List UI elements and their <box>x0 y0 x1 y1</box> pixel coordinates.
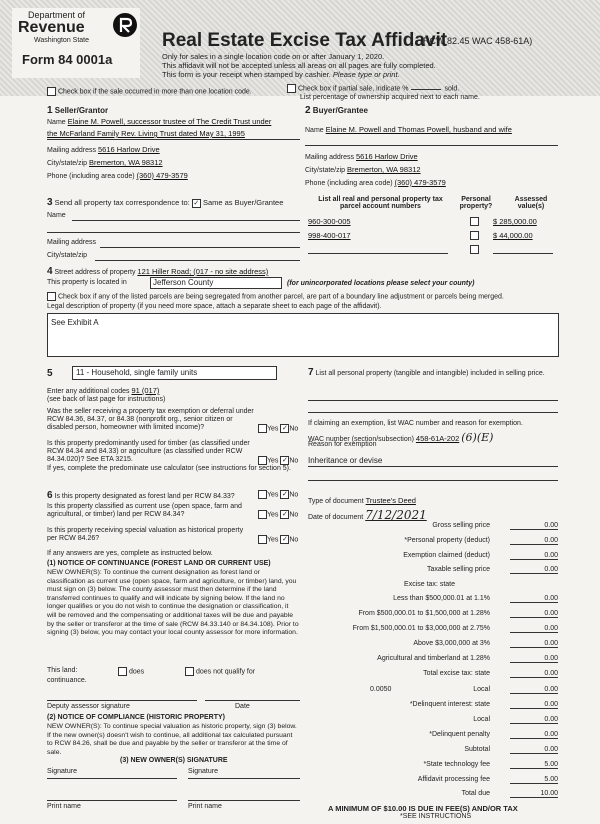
subtitle-1: Only for sales in a single location code on or after January 1, 2020. <box>162 52 385 61</box>
tax-row-value[interactable]: 0.00 <box>510 595 558 603</box>
section2-heading: 2 Buyer/Grantee <box>305 105 368 116</box>
seller-name-line2[interactable]: the McFarland Family Rev. Living Trust dated May 31, 1995 <box>47 129 245 138</box>
assessed-value[interactable]: $ 44,000.00 <box>493 231 533 240</box>
tax-row <box>300 701 560 712</box>
tax-row-value[interactable]: 0.00 <box>510 746 558 754</box>
continuance-text: NEW OWNER(S): To continue the current designation as forest land or classification as current use (open space, farm and agriculture, or timber) land, you must sign on (3) below. The county assessor must then determine if the land transferred continues to qualify and will indicate by signing below. If the land no longer qualifies or you do not wish to continue the designation or classification, it will be removed and the compensating or additional taxes will be due and payable by the seller or transferor at the time of sale (RCW 84.33.140 or 84.34.108). Prior to signing (3) below, you may contact your local county assessor for more information. <box>47 569 299 637</box>
no-checkbox[interactable]: ✓ <box>281 491 288 498</box>
seller-name-line1[interactable]: Elaine M. Powell, successor trustee of The Credit Trust under <box>67 117 272 126</box>
this-land-row: This land: <box>47 667 78 674</box>
forest-question: 6 Is this property designated as forest land per RCW 84.33? <box>47 490 235 501</box>
personal-property-checkbox[interactable] <box>470 217 479 226</box>
tax-row-label: *State technology fee <box>423 761 490 768</box>
signature-line-1[interactable] <box>47 778 177 779</box>
exemption-question: Was the seller receiving a property tax exemption or deferral under RCW 84.36, 84.37, or 84.38 (nonprofit org., senior citizen or disabled person, homeowner with limited income)? <box>47 408 254 431</box>
buyer-phone-row: Phone (including area code) (360) 479-3579 <box>305 178 446 187</box>
corr-name-line2[interactable] <box>47 232 300 233</box>
deputy-date-line[interactable] <box>205 700 300 701</box>
dept-line3: Washington State <box>34 37 89 44</box>
no-checkbox[interactable]: ✓ <box>281 425 288 432</box>
current-use-yes-no: Yes ✓ No <box>258 510 298 519</box>
seller-mailing[interactable]: 5616 Harlow Drive <box>97 145 160 154</box>
multi-location-checkbox[interactable] <box>47 87 56 96</box>
see-back-note: (see back of last page for instructions) <box>47 396 166 403</box>
legal-description: See Exhibit A <box>51 318 99 327</box>
signature-heading: (3) NEW OWNER(S) SIGNATURE <box>120 757 228 764</box>
tax-row-label: *Personal property (deduct) <box>404 537 490 544</box>
dept-line1: Department of <box>28 10 86 20</box>
continuance-heading: (1) NOTICE OF CONTINUANCE (FOREST LAND OR CURRENT USE) <box>47 560 271 567</box>
form-title: Real Estate Excise Tax Affidavit <box>162 30 448 51</box>
current-use-question: Is this property classified as current use (open space, farm and agricultural, or timber) land per RCW 84.34? <box>47 503 242 518</box>
forest-yes-no: Yes ✓ No <box>258 490 298 499</box>
seller-mailing-row: Mailing address 5616 Harlow Drive <box>47 145 160 154</box>
corr-name-line[interactable] <box>72 220 300 221</box>
tax-row-label: Excise tax: state <box>404 581 455 588</box>
reason-value[interactable]: Inheritance or devise <box>308 456 383 465</box>
section5-number: 5 <box>47 368 53 379</box>
tax-row-value[interactable]: 0.00 <box>510 655 558 663</box>
tax-row-label: Total excise tax: state <box>423 670 490 677</box>
unincorporated-note: (for unincorporated locations please select your county) <box>287 280 475 287</box>
tax-row-value[interactable]: 10.00 <box>510 790 558 798</box>
doc-type[interactable]: Trustee's Deed <box>365 496 416 505</box>
yes-checkbox[interactable] <box>258 535 267 544</box>
parcel-col-header: List all real and personal property tax parcel account numbers <box>318 196 443 210</box>
subtitle-3: This form is your receipt when stamped by cashier. Please type or print. <box>162 70 400 79</box>
tax-row-value[interactable]: 0.00 <box>510 731 558 739</box>
tax-row <box>300 776 560 787</box>
tax-row <box>300 522 560 533</box>
tax-row-label: Exemption claimed (deduct) <box>403 552 490 559</box>
no-checkbox[interactable]: ✓ <box>281 536 288 543</box>
personal-property-line-2[interactable] <box>308 412 558 413</box>
seller-city[interactable]: Bremerton, WA 98312 <box>89 158 163 167</box>
seller-name-row: Name Elaine M. Powell, successor trustee of The Credit Trust under <box>47 117 272 126</box>
tax-row <box>300 686 560 697</box>
tax-row <box>300 731 560 742</box>
additional-codes-row: Enter any additional codes 91 (017) <box>47 386 160 395</box>
partial-sale-checkbox[interactable] <box>287 84 296 93</box>
doc-date-row: Date of document 7/12/2021 <box>308 508 427 522</box>
tax-row-value[interactable]: 0.00 <box>510 610 558 618</box>
assessed-col-header: Assessed value(s) <box>514 196 548 210</box>
tax-row <box>300 716 560 727</box>
segregated-checkbox[interactable] <box>47 292 56 301</box>
wac-handwritten: (6)(E) <box>461 431 494 444</box>
wac-number[interactable]: 458-61A-202 <box>415 434 460 443</box>
doc-type-row: Type of document Trustee's Deed <box>308 496 416 505</box>
tax-row-value[interactable]: 0.00 <box>510 522 558 530</box>
exemption-yes-no: Yes ✓ No <box>258 424 298 433</box>
dor-logo <box>12 8 140 78</box>
does-not-checkbox[interactable] <box>185 667 194 676</box>
no-checkbox[interactable]: ✓ <box>281 511 288 518</box>
buyer-name-row2[interactable] <box>305 137 558 146</box>
date-label: Date <box>235 703 250 710</box>
signature-label-2: Signature <box>188 768 218 775</box>
yes-checkbox[interactable] <box>258 490 267 499</box>
tax-row-label: Agricultural and timberland at 1.28% <box>377 655 490 662</box>
tax-row-label: *Delinquent penalty <box>429 731 490 738</box>
assessed-value[interactable]: $ 285,000.00 <box>493 217 537 226</box>
see-instructions-note: *SEE INSTRUCTIONS <box>400 813 472 820</box>
historic-yes-no: Yes ✓ No <box>258 535 298 544</box>
buyer-mailing-row: Mailing address 5616 Harlow Drive <box>305 152 418 161</box>
personal-col-header: Personal property? <box>459 196 493 210</box>
corr-mailing-row: Mailing address <box>47 239 97 246</box>
same-as-buyer-checkbox[interactable]: ✓ <box>193 199 200 207</box>
print-name-line-1[interactable] <box>47 800 177 801</box>
form-number: Form 84 0001a <box>22 52 113 67</box>
timber-note: If yes, complete the predominate use calculator (see instructions for section 5). <box>47 465 291 472</box>
compliance-text: NEW OWNER(S): To continue special valuation as historic property, sign (3) below. If the new owner(s) doesn't wish to continue, all additional tax calculated pursuant to RCW 84.26, shall be due and payable by the seller or transferor at the time of sale. <box>47 723 297 756</box>
yes-checkbox[interactable] <box>258 424 267 433</box>
tax-row-label: Taxable selling price <box>426 566 490 573</box>
tax-row-value[interactable]: 0.00 <box>510 537 558 545</box>
minimum-due-note: A MINIMUM OF $10.00 IS DUE IN FEE(S) AND/OR TAX <box>328 804 518 813</box>
personal-property-checkbox[interactable] <box>470 231 479 240</box>
buyer-city-row: City/state/zip Bremerton, WA 98312 <box>305 165 421 174</box>
parcel-number-empty[interactable] <box>308 253 448 254</box>
tax-row-label: Affidavit processing fee <box>417 776 490 783</box>
parcel-number[interactable]: 998-400-017 <box>308 231 351 240</box>
legal-label: Legal description of property (if you need more space, attach a separate sheet to each page of the affidavit). <box>47 303 382 310</box>
deputy-label: Deputy assessor signature <box>47 703 130 710</box>
tax-row-label: Less than $500,000.01 at 1.1% <box>393 595 490 602</box>
tax-row <box>300 761 560 772</box>
tax-row-value[interactable]: 0.00 <box>510 552 558 560</box>
tax-row-label: Local <box>473 716 490 723</box>
seller-phone-row: Phone (including area code) (360) 479-3579 <box>47 171 188 180</box>
tax-row-label: Gross selling price <box>432 522 490 529</box>
reason-line[interactable] <box>308 466 558 467</box>
reason-line-2[interactable] <box>308 480 558 481</box>
tax-row-label: Total due <box>461 790 490 797</box>
tax-row <box>300 655 560 666</box>
tax-row-label: From $500,000.01 to $1,500,000 at 1.28% <box>358 610 490 617</box>
tax-row-value[interactable]: 0.00 <box>510 640 558 648</box>
tax-row-label: Above $3,000,000 at 3% <box>413 640 490 647</box>
county-select[interactable]: Jefferson County <box>150 277 282 289</box>
corr-name-row: Name <box>47 212 66 219</box>
buyer-city[interactable]: Bremerton, WA 98312 <box>347 165 421 174</box>
exemption-label: If claiming an exemption, list WAC number and reason for exemption. <box>308 420 523 427</box>
print-name-line-2[interactable] <box>188 800 300 801</box>
tax-row-label: Subtotal <box>464 746 490 753</box>
doc-date[interactable]: 7/12/2021 <box>365 508 427 522</box>
section3-heading: 3 Send all property tax correspondence to: ✓ Same as Buyer/Grantee <box>47 197 284 208</box>
wac-row: WAC number (section/subsection) 458-61A-202 (6)(E) <box>308 431 494 444</box>
buyer-name-row: Name Elaine M. Powell and Thomas Powell, husband and wife <box>305 125 512 134</box>
tax-row <box>300 581 560 592</box>
timber-yes-no: Yes ✓ No <box>258 456 298 465</box>
print-name-label-1: Print name <box>47 803 81 810</box>
assessed-value-empty[interactable] <box>493 253 553 254</box>
use-code-select[interactable]: 11 - Household, single family units <box>72 366 277 380</box>
segregated-checkbox-row[interactable]: Check box if any of the listed parcels are being segregated from another parcel, are part of a boundary line adjustment or parcels being merged. <box>47 292 504 301</box>
historic-question: Is this property receiving special valuation as historical property per RCW 84.26? <box>47 527 244 542</box>
tax-row <box>300 746 560 757</box>
located-row: This property is located in <box>47 279 127 286</box>
tax-row-value[interactable]: 0.00 <box>510 701 558 709</box>
form-rcw: (RCW 82.45 WAC 458-61A) <box>420 36 533 46</box>
buyer-phone[interactable]: (360) 479-3579 <box>394 178 446 187</box>
reason-label: Reason for exemption <box>308 441 377 448</box>
seller-city-row: City/state/zip Bremerton, WA 98312 <box>47 158 163 167</box>
list-percentage-note: List percentage of ownership acquired next to each name. <box>300 94 480 101</box>
tax-row <box>300 566 560 577</box>
tax-row-label: *Delinquent interest: state <box>409 701 490 708</box>
corr-city-line[interactable] <box>95 260 300 261</box>
deputy-signature-line[interactable] <box>47 700 197 701</box>
print-name-label-2: Print name <box>188 803 222 810</box>
timber-question: Is this property predominantly used for timber (as classified under RCW 84.34 and 84.33) or agriculture (as classified under RCW 84.34.020)? See ETA 3215. <box>47 440 250 463</box>
section1-heading: 1 Seller/Grantor <box>47 105 109 116</box>
partial-sale-checkbox-row[interactable]: Check box if partial sale, indicate % sold. <box>287 84 459 93</box>
tax-row <box>300 610 560 621</box>
no-checkbox[interactable]: ✓ <box>281 457 288 464</box>
parcel-row <box>308 231 558 240</box>
signature-label-1: Signature <box>47 768 77 775</box>
does-option[interactable]: does <box>118 667 144 676</box>
additional-codes[interactable]: 91 (017) <box>131 386 160 395</box>
parcel-row <box>308 217 558 226</box>
signature-line-2[interactable] <box>188 778 300 779</box>
tax-row-value[interactable]: 0.00 <box>510 670 558 678</box>
corr-city-row: City/state/zip <box>47 252 88 259</box>
does-checkbox[interactable] <box>118 667 127 676</box>
multi-location-checkbox-row[interactable]: Check box if the sale occurred in more than one location code. <box>47 87 252 96</box>
tax-row-value[interactable]: 0.00 <box>510 625 558 633</box>
parcel-number[interactable]: 960-300-005 <box>308 217 351 226</box>
street-row: 4 Street address of property 121 Hiller Road; (017 - no site address) <box>47 266 269 277</box>
section7-text: 7 List all personal property (tangible and intangible) included in selling price. <box>308 367 545 378</box>
tax-row <box>300 640 560 651</box>
corr-mailing-line[interactable] <box>100 247 300 248</box>
personal-property-line-1[interactable] <box>308 400 558 401</box>
continuance-label: continuance. <box>47 677 87 684</box>
yes-checkbox[interactable] <box>258 510 267 519</box>
tax-row-value[interactable]: 5.00 <box>510 761 558 769</box>
dept-line2: Revenue <box>18 19 85 36</box>
tax-row <box>300 552 560 563</box>
tax-row-label: Local <box>473 686 490 693</box>
if-yes-note: If any answers are yes, complete as instructed below. <box>47 550 213 557</box>
tax-row-value[interactable]: 0.00 <box>510 716 558 724</box>
tax-row <box>300 595 560 606</box>
buyer-name[interactable]: Elaine M. Powell and Thomas Powell, husband and wife <box>325 125 512 134</box>
tax-row-label: From $1,500,000.01 to $3,000,000 at 2.75% <box>352 625 490 632</box>
local-rate: 0.0050 <box>370 686 392 693</box>
tax-row <box>300 670 560 681</box>
seller-phone[interactable]: (360) 479-3579 <box>136 171 188 180</box>
personal-property-checkbox[interactable] <box>470 245 479 254</box>
tax-row-value[interactable]: 0.00 <box>510 566 558 574</box>
property-street[interactable]: 121 Hiller Road; (017 - no site address) <box>137 267 269 276</box>
seller-name-row2 <box>47 129 300 140</box>
tax-row-value[interactable]: 5.00 <box>510 776 558 784</box>
legal-description-box[interactable] <box>47 313 559 357</box>
tax-row <box>300 790 560 801</box>
tax-row-value[interactable]: 0.00 <box>510 686 558 694</box>
buyer-mailing[interactable]: 5616 Harlow Drive <box>355 152 418 161</box>
revenue-logo-icon <box>112 12 138 38</box>
tax-row <box>300 537 560 548</box>
does-not-option[interactable]: does not qualify for <box>185 667 255 676</box>
tax-row <box>300 625 560 636</box>
subtitle-2: This affidavit will not be accepted unless all areas on all pages are fully completed. <box>162 61 436 70</box>
yes-checkbox[interactable] <box>258 456 267 465</box>
compliance-heading: (2) NOTICE OF COMPLIANCE (HISTORIC PROPERTY) <box>47 714 225 721</box>
